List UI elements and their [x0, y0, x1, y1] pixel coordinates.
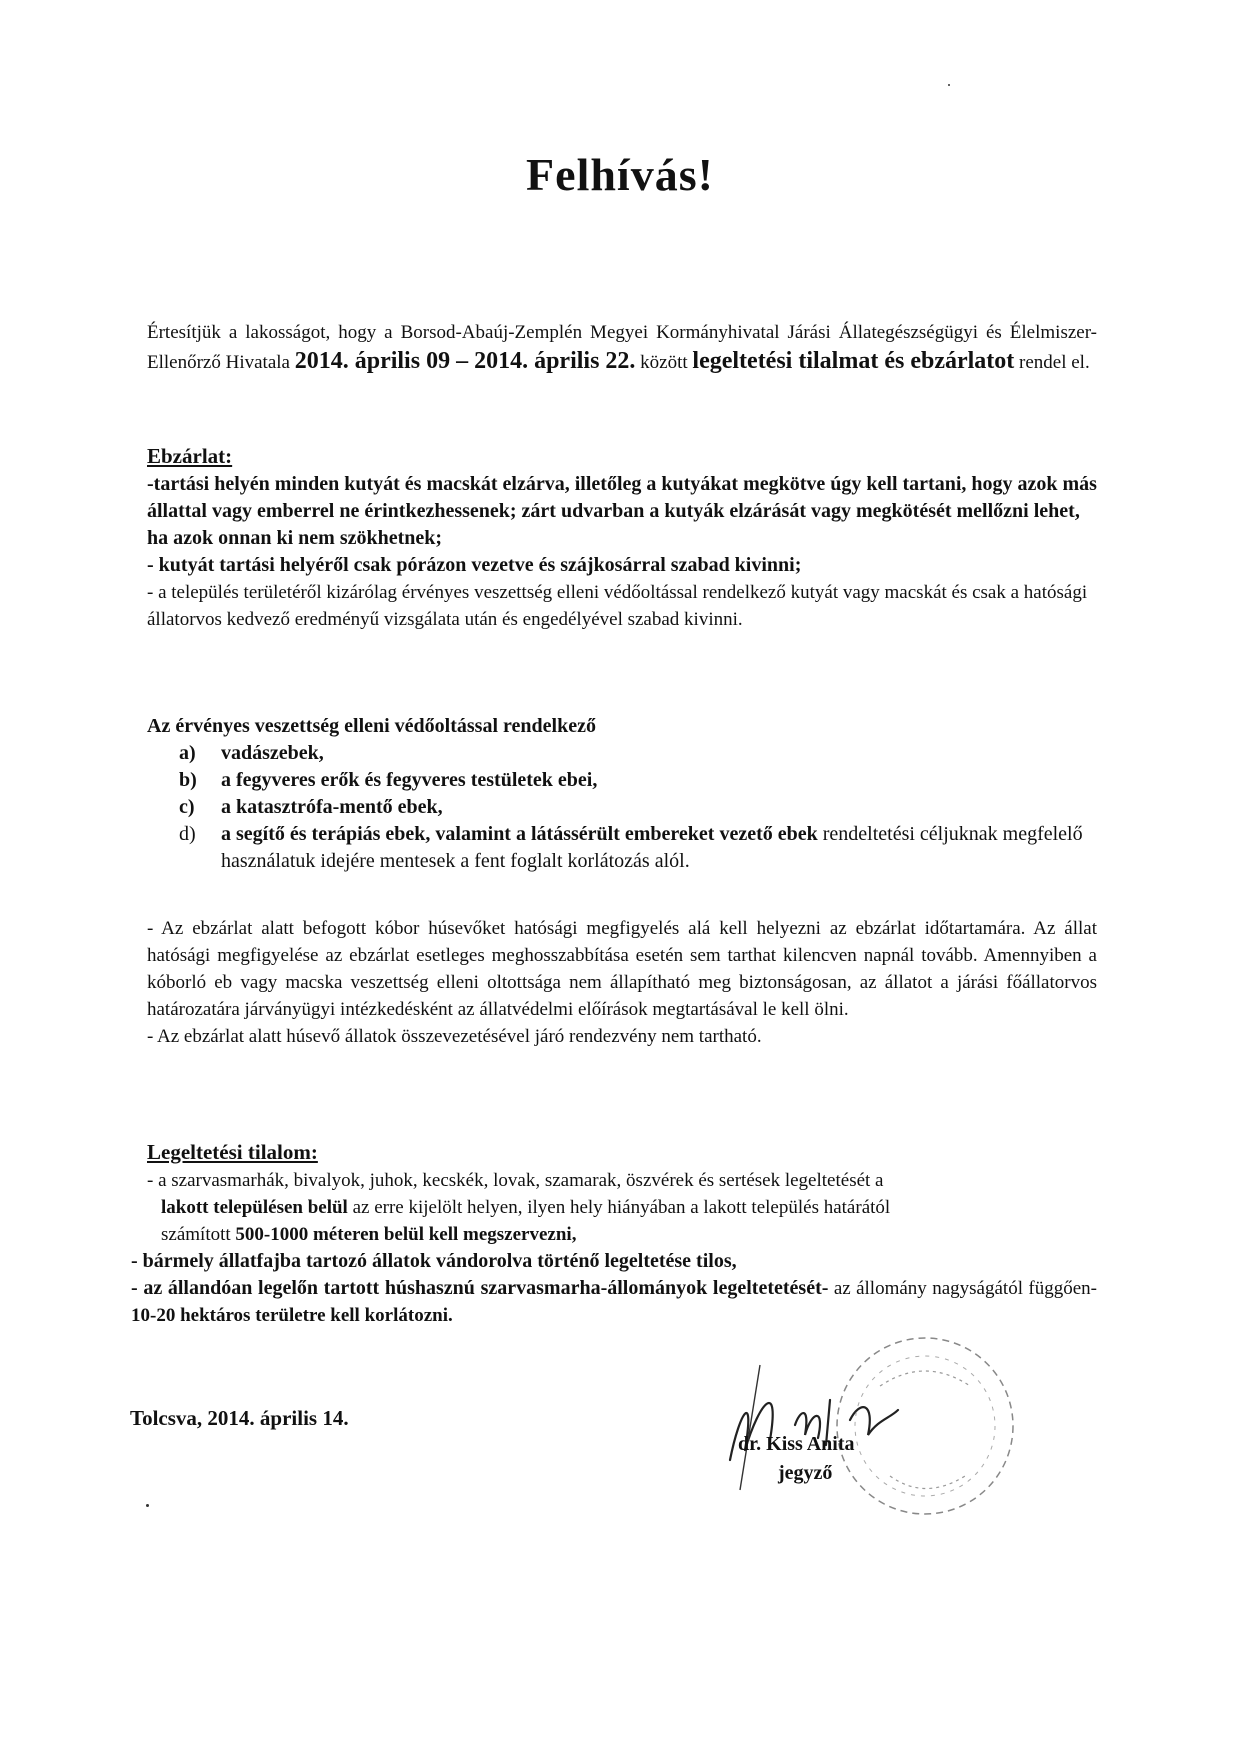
exempt-item-c	[147, 794, 1097, 821]
legeltetes-line-1b	[147, 1194, 1097, 1221]
legeltetes-heading: Legeltetési tilalom:	[147, 1140, 318, 1164]
signatory-name: dr. Kiss Anita	[738, 1433, 855, 1455]
round-stamp	[820, 1326, 1030, 1526]
ebzarlat-section	[147, 444, 1097, 633]
legeltetes-line-2: - bármely állatfajba tartozó állatok vándorolva történő legeltetése tilos,	[131, 1250, 737, 1272]
legeltetes-bold: - az állandóan legelőn tartott húshasznú szarvasmarha-állományok legeltetetését-	[131, 1277, 829, 1299]
intro-text-1: Értesítjük a lakosságot, hogy a Borsod-Abaúj-Zemplén Megyei Kormányhivatal Járási Állategészségügyi és Élelmiszer- Ellenőrző Hivatala	[147, 322, 1097, 373]
exempt-marker: c)	[179, 796, 195, 818]
legeltetes-bold: 10-20 hektáros területre kell korlátozni.	[131, 1305, 453, 1326]
exempt-marker: b)	[179, 769, 197, 791]
exempt-item-d	[147, 821, 1097, 875]
legeltetes-line-1c	[147, 1221, 1097, 1248]
page-title: Felhívás!	[526, 149, 714, 200]
stray-section	[147, 915, 1097, 1050]
exempt-item-a	[147, 740, 1097, 767]
legeltetes-text: számított	[161, 1224, 231, 1245]
legeltetes-line-1a: - a szarvasmarhák, bivalyok, juhok, kecskék, lovak, szamarak, öszvérek és sertések legeltetését a	[147, 1170, 884, 1191]
place-date: Tolcsva, 2014. április 14.	[130, 1406, 349, 1430]
exempt-marker: a)	[179, 742, 196, 764]
stray-paragraph-2: - Az ebzárlat alatt húsevő állatok összevezetésével járó rendezvény nem tartható.	[147, 1026, 762, 1047]
intro-dates: 2014. április 09 – 2014. április 22.	[294, 348, 636, 374]
legeltetes-bold: 500-1000 méteren belül kell megszervezni,	[235, 1224, 577, 1245]
exempt-marker: d)	[179, 823, 196, 845]
exempt-text: rendeltetési céljuknak megfelelő használatuk idejére mentesek a fent foglalt korlátozás alól.	[221, 823, 1083, 872]
intro-text-3: rendel el.	[1019, 352, 1090, 373]
ebzarlat-item-1: -tartási helyén minden kutyát és macskát elzárva, illetőleg a kutyákat megkötve úgy kell tartani, hogy azok más állattal vagy emberrel ne érintkezhessenek; zárt udvarban a kutyák elzárását vagy megkötését mellőzni lehet, ha azok onnan ki nem szökhetnek;	[147, 473, 1097, 549]
exempt-text: a fegyveres erők és fegyveres testületek ebei,	[221, 769, 598, 791]
legeltetes-bold: lakott településen belül	[161, 1197, 348, 1218]
intro-paragraph	[147, 318, 1097, 377]
intro-ban: legeltetési tilalmat és ebzárlatot	[692, 348, 1015, 374]
scan-speck	[146, 1504, 149, 1507]
legeltetes-text: az erre kijelölt helyen, ilyen hely hiányában a lakott település határától	[352, 1197, 891, 1218]
intro-text-2: között	[640, 352, 688, 373]
signatory-role: jegyző	[778, 1462, 833, 1484]
legeltetes-section	[131, 1140, 1097, 1329]
exempt-item-b	[147, 767, 1097, 794]
exempt-text: vadászebek,	[221, 742, 324, 764]
scan-speck	[948, 84, 950, 86]
legeltetes-text: az állomány nagyságától függően-	[833, 1278, 1097, 1299]
exempt-text-d	[221, 821, 1097, 875]
ebzarlat-item-3: - a település területéről kizárólag érvényes veszettség elleni védőoltással rendelkező kutyát vagy macskát és csak a hatósági állatorvos kedvező eredményű vizsgálata után és engedélyével szabad kivinni.	[147, 582, 1088, 630]
ebzarlat-heading: Ebzárlat:	[147, 444, 233, 468]
ebzarlat-item-2: - kutyát tartási helyéről csak pórázon vezetve és szájkosárral szabad kivinni;	[147, 554, 802, 576]
exempt-text-bold: a segítő és terápiás ebek, valamint a látássérült embereket vezető ebek	[221, 823, 818, 845]
exempt-section	[147, 712, 1097, 875]
exempt-text: a katasztrófa-mentő ebek,	[221, 796, 443, 818]
exempt-title: Az érvényes veszettség elleni védőoltással rendelkező	[147, 715, 596, 737]
legeltetes-line-3	[131, 1275, 1097, 1329]
stray-paragraph-1: - Az ebzárlat alatt befogott kóbor húsevőket hatósági megfigyelés alá kell helyezni az ebzárlat időtartamára. Az állat hatósági megfigyelése az ebzárlat esetleges meghosszabbítása esetén sem tarthat kilencven napnál tovább. Amennyiben a kóborló eb vagy macska veszettség elleni oltottsága nem állapítható meg biztonságosan, az állatot a járási főállatorvos határozatára járványügyi intézkedésként az állatvédelmi előírások megtartásával le kell ölni.	[147, 918, 1097, 1020]
